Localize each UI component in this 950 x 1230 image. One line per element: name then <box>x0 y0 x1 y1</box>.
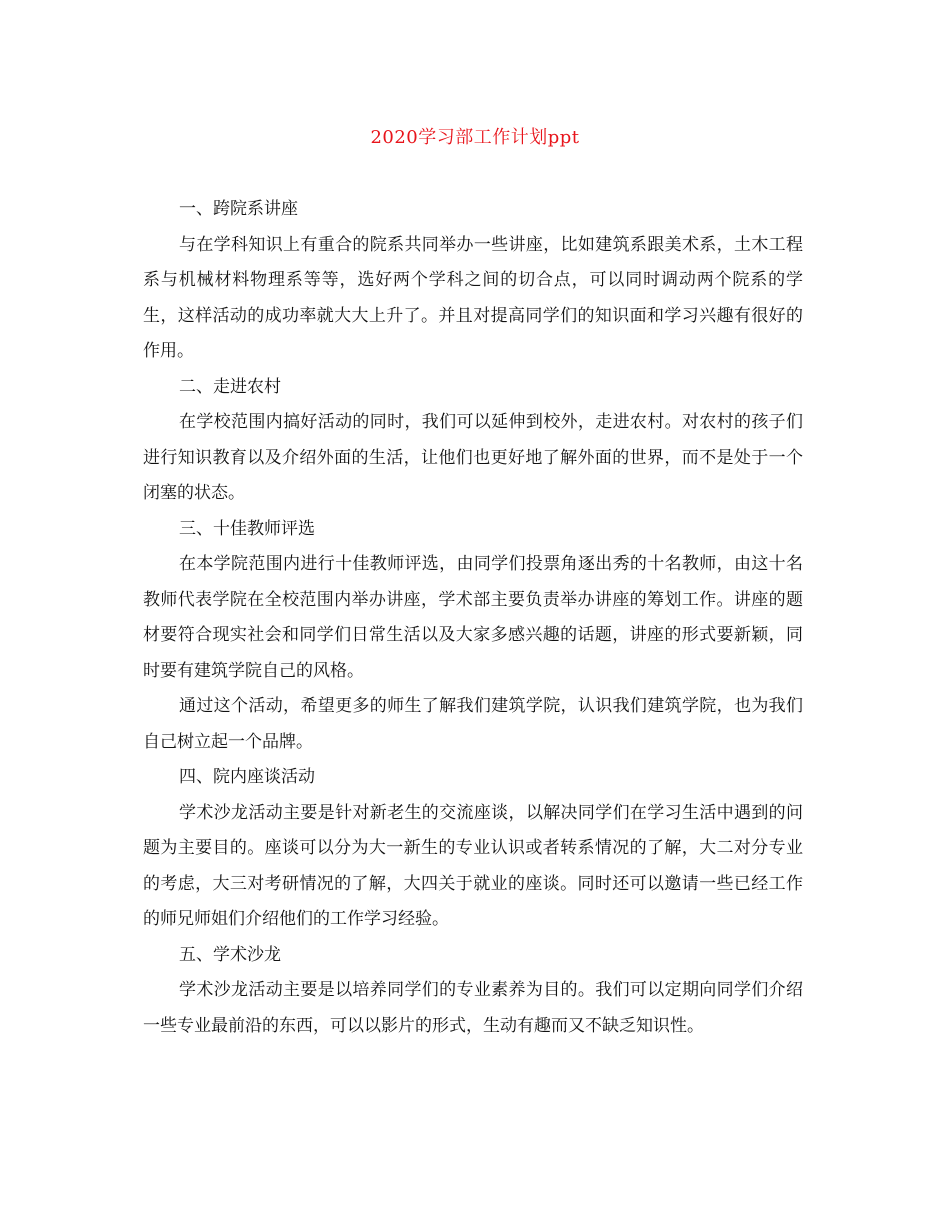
section-heading-1: 一、跨院系讲座 <box>179 199 298 219</box>
section-paragraph-3a: 在本学院范围内进行十佳教师评选，由同学们投票角逐出秀的十名教师，由这十名教师代表学院在全校范围内举办讲座，学术部主要负责举办讲座的筹划工作。讲座的题材要符合现实社会和同学们日常生活以及大家多感兴趣的话题，讲座的形式要新颖，同时要有建筑学院自己的风格。 <box>143 554 803 681</box>
section-paragraph-4: 学术沙龙活动主要是针对新老生的交流座谈，以解决同学们在学习生活中遇到的问题为主要目的。座谈可以分为大一新生的专业认识或者转系情况的了解，大二对分专业的考虑，大三对考研情况的了解，大四关于就业的座谈。同时还可以邀请一些已经工作的师兄师姐们介绍他们的工作学习经验。 <box>143 802 803 929</box>
section-paragraph-1: 与在学科知识上有重合的院系共同举办一些讲座，比如建筑系跟美术系，土木工程系与机械材料物理系等等，选好两个学科之间的切合点，可以同时调动两个院系的学生，这样活动的成功率就大大上升了。并且对提高同学们的知识面和学习兴趣有很好的作用。 <box>143 234 803 361</box>
section-paragraph-2: 在学校范围内搞好活动的同时，我们可以延伸到校外，走进农村。对农村的孩子们进行知识教育以及介绍外面的生活，让他们也更好地了解外面的世界，而不是处于一个闭塞的状态。 <box>143 412 803 503</box>
document-title: 2020学习部工作计划ppt <box>370 127 580 148</box>
section-heading-2: 二、走进农村 <box>179 376 281 397</box>
section-paragraph-5: 学术沙龙活动主要是以培养同学们的专业素养为目的。我们可以定期向同学们介绍一些专业最前沿的东西，可以以影片的形式，生动有趣而又不缺乏知识性。 <box>143 980 803 1036</box>
section-heading-4: 四、院内座谈活动 <box>179 767 315 787</box>
section-paragraph-3b: 通过这个活动，希望更多的师生了解我们建筑学院，认识我们建筑学院，也为我们自己树立起一个品牌。 <box>143 696 803 752</box>
section-heading-3: 三、十佳教师评选 <box>179 518 315 539</box>
document-body <box>143 192 803 1044</box>
section-heading-5: 五、学术沙龙 <box>179 944 281 965</box>
